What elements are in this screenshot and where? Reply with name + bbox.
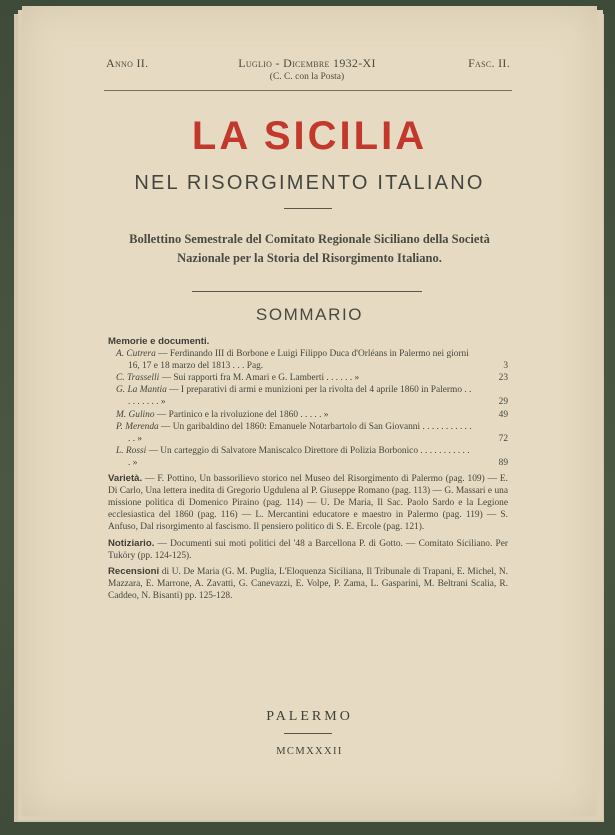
section-varieta xyxy=(108,473,508,533)
contents-entry xyxy=(108,421,508,445)
header-volume: Anno II. xyxy=(106,56,149,70)
journal-title: LA SICILIA xyxy=(191,114,428,158)
description-divider xyxy=(192,291,422,292)
section-notiziario-text: — Documenti sui moti politici del '48 a Barcellona P. di Gotto. — Comitato Siciliano. Per Tuköry (pp. 124-125). xyxy=(108,538,509,561)
header-date: Luglio - Dicembre 1932-XI xyxy=(238,56,376,70)
entry-title: — Partinico e la rivoluzione del 1860 . . . . . » xyxy=(156,409,329,420)
entry-title: — Sui rapporti fra M. Amari e G. Lamberti . . . . . . » xyxy=(161,373,360,384)
place-divider xyxy=(284,733,332,734)
contents-entry xyxy=(108,409,508,421)
entry-author: C. Trasselli xyxy=(116,373,160,384)
entry-author: A. Cutrera xyxy=(116,349,156,360)
entry-author: P. Merenda xyxy=(116,421,159,432)
section-notiziario-label: Notiziario. xyxy=(108,537,155,549)
contents-entry xyxy=(108,348,508,372)
entry-author: G. La Mantia xyxy=(116,385,167,396)
journal-cover xyxy=(22,6,597,816)
title-divider xyxy=(284,208,332,209)
publication-place: PALERMO xyxy=(266,709,353,724)
section-recensioni-text: di U. De Maria (G. M. Puglia, L'Eloquenza Siciliana, Il Tribunale di Trapani, E. Michel, N. Mazzara, E. Marrone, A. Zavatti, G. Canevazzi, E. Volpe, P. Zama, L. Gasparini, M. Beltrani Scalia, R. Caddeo, N. Bisanti) pp. 125-128. xyxy=(108,566,509,601)
section-memorie-label: Memorie e documenti. xyxy=(108,336,210,347)
header-issue: Fasc. II. xyxy=(468,56,510,70)
section-varieta-text: — F. Pottino, Un bassorilievo storico nel Museo del Risorgimento di Palermo (pag. 109) — E. Di Carlo, Una lettera inedita di Gregorio Ugdulena al P. Giuseppe Romano (pag. 113) — G. Massari e una missione politica di Domenico Piraino (pag. 114) — U. De Maria, Il Sac. Paolo Sardo e la Legione ecclesiastica del 1860 (pag. 116) — L. Mercantini educatore e maestro in Palermo (pag. 119) — S. Anfuso, Dal risorgimento al fascismo. Il pensiero politico di S. E. Ercole (pag. 121). xyxy=(108,474,508,533)
section-recensioni-label: Recensioni xyxy=(108,565,160,577)
entry-page: 49 xyxy=(498,409,508,420)
entry-author: M. Gulino xyxy=(116,409,155,420)
bulletin-description: Bollettino Semestrale del Comitato Regionale Siciliano della Società Nazionale per la Storia del Risorgimento Italiano. xyxy=(129,232,490,265)
entry-title: — Un carteggio di Salvatore Maniscalco Direttore di Polizia Borbonico . . . . . . . . . . . . » xyxy=(128,445,470,468)
entry-page: 89 xyxy=(498,457,508,468)
entry-page: 23 xyxy=(498,373,508,384)
entry-title: — Ferdinando III di Borbone e Luigi Filippo Duca d'Orléans in Palermo nei giorni 16, 17 e 18 marzo del 1813 . . . Pag. xyxy=(128,349,469,372)
entry-title: — I preparativi di armi e munizioni per la rivolta del 4 aprile 1860 in Palermo . . . . . . . . . » xyxy=(128,385,472,408)
contents-entry xyxy=(108,372,508,384)
section-notiziario xyxy=(108,538,508,562)
entry-page: 72 xyxy=(498,433,508,444)
publication-year: MCMXXXII xyxy=(276,746,343,757)
header-postal-note: (C. C. con la Posta) xyxy=(269,72,345,82)
entry-title: — Un garibaldino del 1860: Emanuele Notarbartolo di San Giovanni . . . . . . . . . . . . . » xyxy=(128,421,472,444)
entry-page: 3 xyxy=(503,361,508,372)
contents-entry xyxy=(108,384,508,408)
section-recensioni xyxy=(108,566,508,602)
entry-page: 29 xyxy=(498,397,508,408)
header-rule xyxy=(104,90,512,91)
section-varieta-label: Varietà. xyxy=(108,473,143,485)
contents-entry xyxy=(108,445,508,469)
contents-heading: SOMMARIO xyxy=(255,305,364,324)
journal-subtitle: NEL RISORGIMENTO ITALIANO xyxy=(134,172,485,194)
table-of-contents xyxy=(108,336,508,602)
entry-author: L. Rossi xyxy=(116,445,147,456)
